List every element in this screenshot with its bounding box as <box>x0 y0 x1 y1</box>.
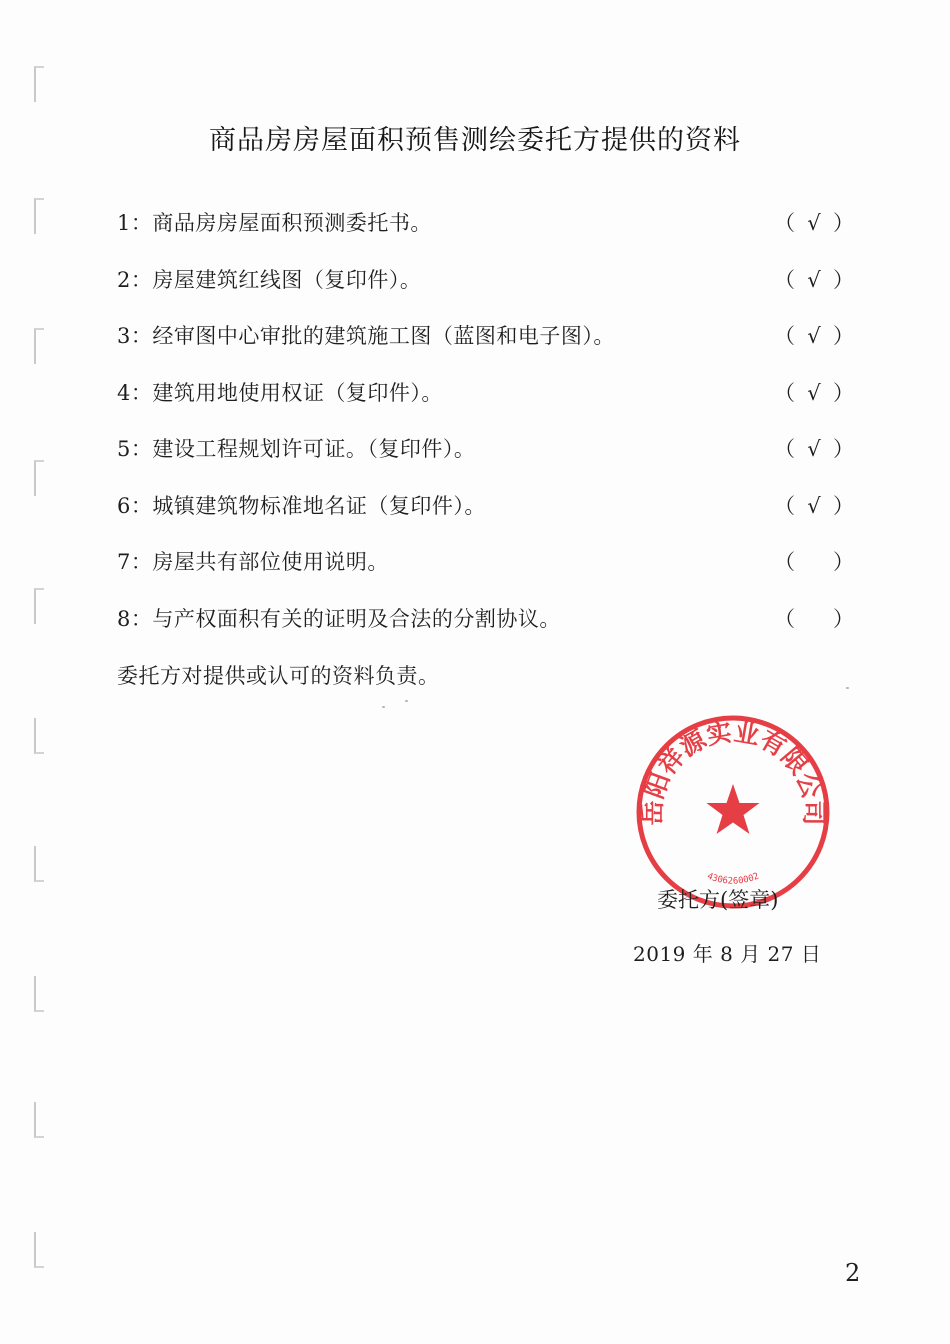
binding-mark <box>34 1102 44 1138</box>
open-paren: （ <box>774 550 795 574</box>
binding-mark <box>34 1232 44 1268</box>
item-text: 8：与产权面积有关的证明及合法的分割协议。 <box>117 606 561 631</box>
binding-mark <box>34 198 44 234</box>
item-text: 5：建设工程规划许可证。（复印件）。 <box>117 437 476 461</box>
check-mark <box>799 599 829 639</box>
binding-mark <box>34 460 44 496</box>
signature-label: 委托方(签章) <box>657 888 779 912</box>
open-paren: （ <box>774 324 795 348</box>
item-text: 7：房屋共有部位使用说明。 <box>117 550 389 574</box>
signing-date: 2019 年 8 月 27 日 <box>633 942 822 966</box>
close-paren: ） <box>833 211 854 235</box>
check-mark: √ <box>807 211 821 235</box>
open-paren: （ <box>774 606 795 631</box>
responsibility-statement: 委托方对提供或认可的资料负责。 <box>117 664 440 688</box>
materials-list <box>117 203 862 655</box>
check-mark: √ <box>807 267 821 292</box>
close-paren: ） <box>833 324 854 348</box>
close-paren: ） <box>833 493 854 518</box>
binding-mark <box>34 588 44 624</box>
check-box <box>774 599 854 639</box>
check-mark: √ <box>807 437 821 461</box>
list-item <box>117 203 862 260</box>
open-paren: （ <box>774 493 795 518</box>
seal-code: 4306260002 <box>705 871 761 887</box>
page-number: 2 <box>845 1259 861 1287</box>
open-paren: （ <box>774 437 795 461</box>
check-box <box>774 486 854 526</box>
open-paren: （ <box>774 380 795 405</box>
item-text: 6：城镇建筑物标准地名证（复印件）。 <box>117 493 486 518</box>
list-item <box>117 599 862 656</box>
binding-mark <box>34 976 44 1012</box>
binding-mark <box>34 718 44 754</box>
check-mark: √ <box>807 324 821 348</box>
list-item <box>117 486 862 543</box>
check-mark <box>799 542 829 582</box>
list-item <box>117 373 862 430</box>
star-icon <box>707 784 760 834</box>
list-item <box>117 429 862 486</box>
binding-mark <box>34 66 44 102</box>
close-paren: ） <box>833 606 854 631</box>
check-mark: √ <box>807 380 821 405</box>
item-text: 2：房屋建筑红线图（复印件）。 <box>117 267 422 292</box>
list-item <box>117 260 862 317</box>
check-box <box>774 316 854 356</box>
seal-company-name: 岳阳祥源实业有限公司 <box>637 717 829 826</box>
scan-speck <box>382 706 385 708</box>
check-box <box>774 429 854 469</box>
close-paren: ） <box>833 437 854 461</box>
item-text: 3：经审图中心审批的建筑施工图（蓝图和电子图）。 <box>117 324 615 348</box>
binding-mark <box>34 328 44 364</box>
document-title: 商品房房屋面积预售测绘委托方提供的资料 <box>209 125 741 156</box>
item-text: 1：商品房房屋面积预测委托书。 <box>117 211 432 235</box>
open-paren: （ <box>774 211 795 235</box>
item-text: 4：建筑用地使用权证（复印件）。 <box>117 380 443 405</box>
open-paren: （ <box>774 267 795 292</box>
check-mark: √ <box>807 493 821 518</box>
check-box <box>774 260 854 300</box>
check-box <box>774 542 854 582</box>
close-paren: ） <box>833 267 854 292</box>
close-paren: ） <box>833 380 854 405</box>
close-paren: ） <box>833 550 854 574</box>
check-box <box>774 373 854 413</box>
scan-speck <box>846 687 849 689</box>
scan-speck <box>405 700 408 702</box>
check-box <box>774 203 854 243</box>
list-item <box>117 316 862 373</box>
list-item <box>117 542 862 599</box>
binding-mark <box>34 846 44 882</box>
